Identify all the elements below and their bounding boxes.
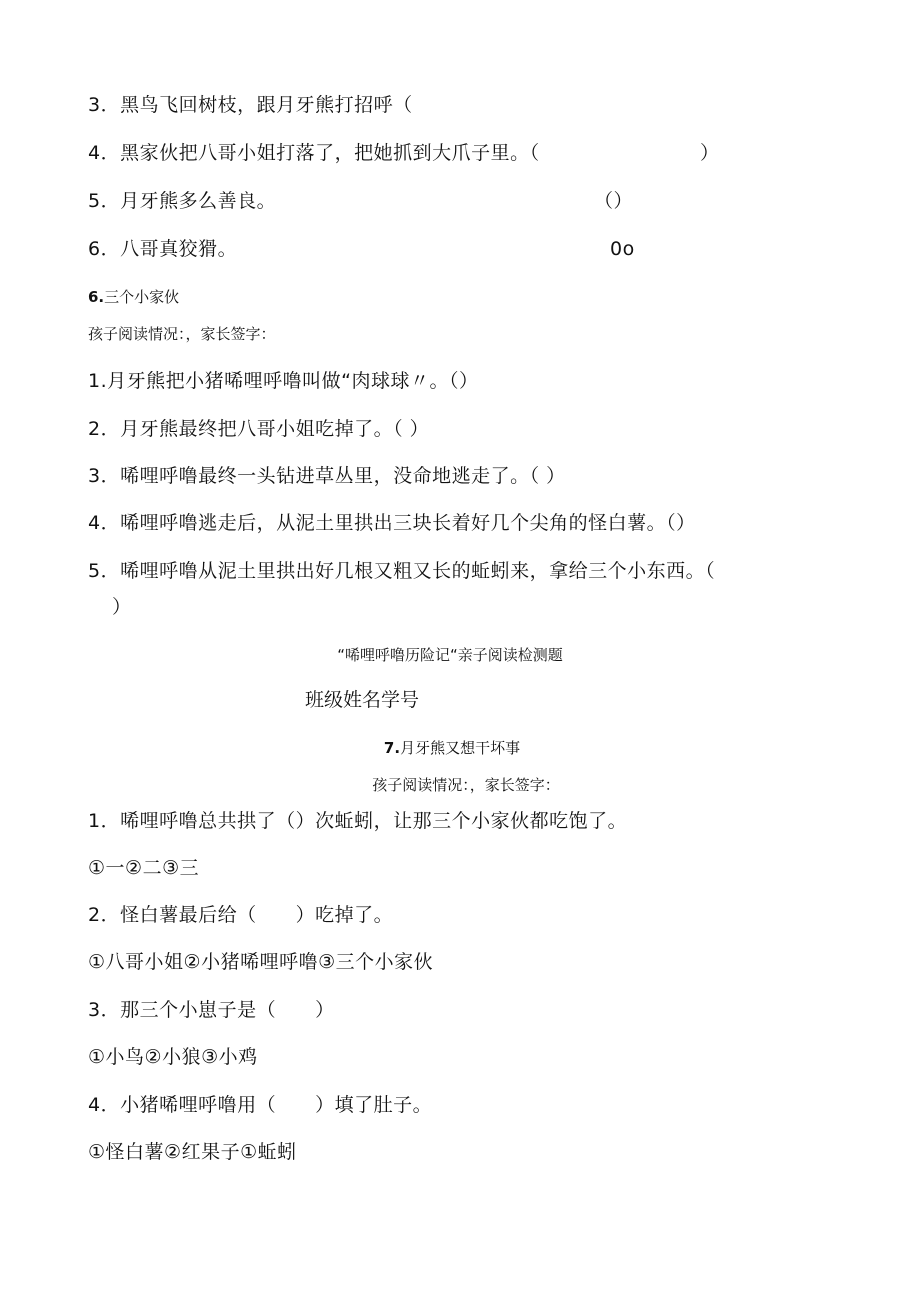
question-6-4: 4．唏哩呼噜逃走后，从泥土里拱出三块长着好几个尖角的怪白薯。（） bbox=[88, 512, 696, 534]
answer-mark-5-6: 0o bbox=[610, 238, 635, 260]
question-7-3: 3．那三个小崽子是（ ） bbox=[88, 999, 335, 1021]
answer-bracket-5-4: ） bbox=[700, 142, 720, 164]
question-text: 6．八哥真狡猾。 bbox=[88, 238, 238, 260]
reading-signature-line-7: 孩子阅读情况：，家长签字： bbox=[372, 776, 560, 794]
reading-signature-line: 孩子阅读情况：，家长签字： bbox=[88, 325, 276, 343]
options-7-1: ①一②二③三 bbox=[88, 857, 200, 879]
question-6-2: 2．月牙熊最终把八哥小姐吃掉了。（ ） bbox=[88, 418, 430, 440]
options-7-3: ①小鸟②小狼③小鸡 bbox=[88, 1046, 258, 1068]
options-7-4: ①怪白薯②红果子①蚯蚓 bbox=[88, 1141, 297, 1163]
section-7-heading bbox=[0, 741, 912, 756]
test-title: “唏哩呼噜历险记“亲子阅读检测题 bbox=[337, 646, 563, 664]
question-7-1: 1．唏哩呼噜总共拱了（）次蚯蚓，让那三个小家伙都吃饱了。 bbox=[88, 810, 628, 832]
question-6-5: 5．唏哩呼噜从泥土里拱出好几根又粗又长的蚯蚓来，拿给三个小东西。（ bbox=[88, 560, 716, 582]
answer-bracket-5-5: （） bbox=[594, 190, 634, 212]
section-title: 月牙熊又想干坏事 bbox=[400, 739, 521, 757]
question-5-5 bbox=[88, 192, 276, 211]
class-name-number-line: 班级姓名学号 bbox=[305, 689, 420, 711]
section-6-heading bbox=[88, 290, 179, 305]
section-number: 7. bbox=[383, 739, 401, 757]
question-text: 3．黑鸟飞回树枝，跟月牙熊打招呼（ bbox=[88, 94, 413, 116]
question-6-1: 1.月牙熊把小猪唏哩呼噜叫做“肉球球〃。（） bbox=[88, 370, 479, 392]
question-6-5-bracket-close: ） bbox=[112, 596, 132, 618]
section-title: 三个小家伙 bbox=[104, 288, 180, 306]
question-text: 4．黑家伙把八哥小姐打落了，把她抓到大爪子里。（ bbox=[88, 142, 540, 164]
question-5-3 bbox=[88, 96, 413, 115]
options-7-2: ①八哥小姐②小猪唏哩呼噜③三个小家伙 bbox=[88, 951, 434, 973]
question-5-6 bbox=[88, 240, 237, 259]
section-number: 6. bbox=[88, 288, 105, 306]
question-7-4: 4．小猪唏哩呼噜用（ ）填了肚子。 bbox=[88, 1094, 433, 1116]
question-5-4 bbox=[88, 144, 540, 163]
question-6-3: 3．唏哩呼噜最终一头钻进草丛里，没命地逃走了。（ ） bbox=[88, 465, 566, 487]
question-text: 5．月牙熊多么善良。 bbox=[88, 190, 277, 212]
question-7-2: 2．怪白薯最后给（ ）吃掉了。 bbox=[88, 904, 394, 926]
